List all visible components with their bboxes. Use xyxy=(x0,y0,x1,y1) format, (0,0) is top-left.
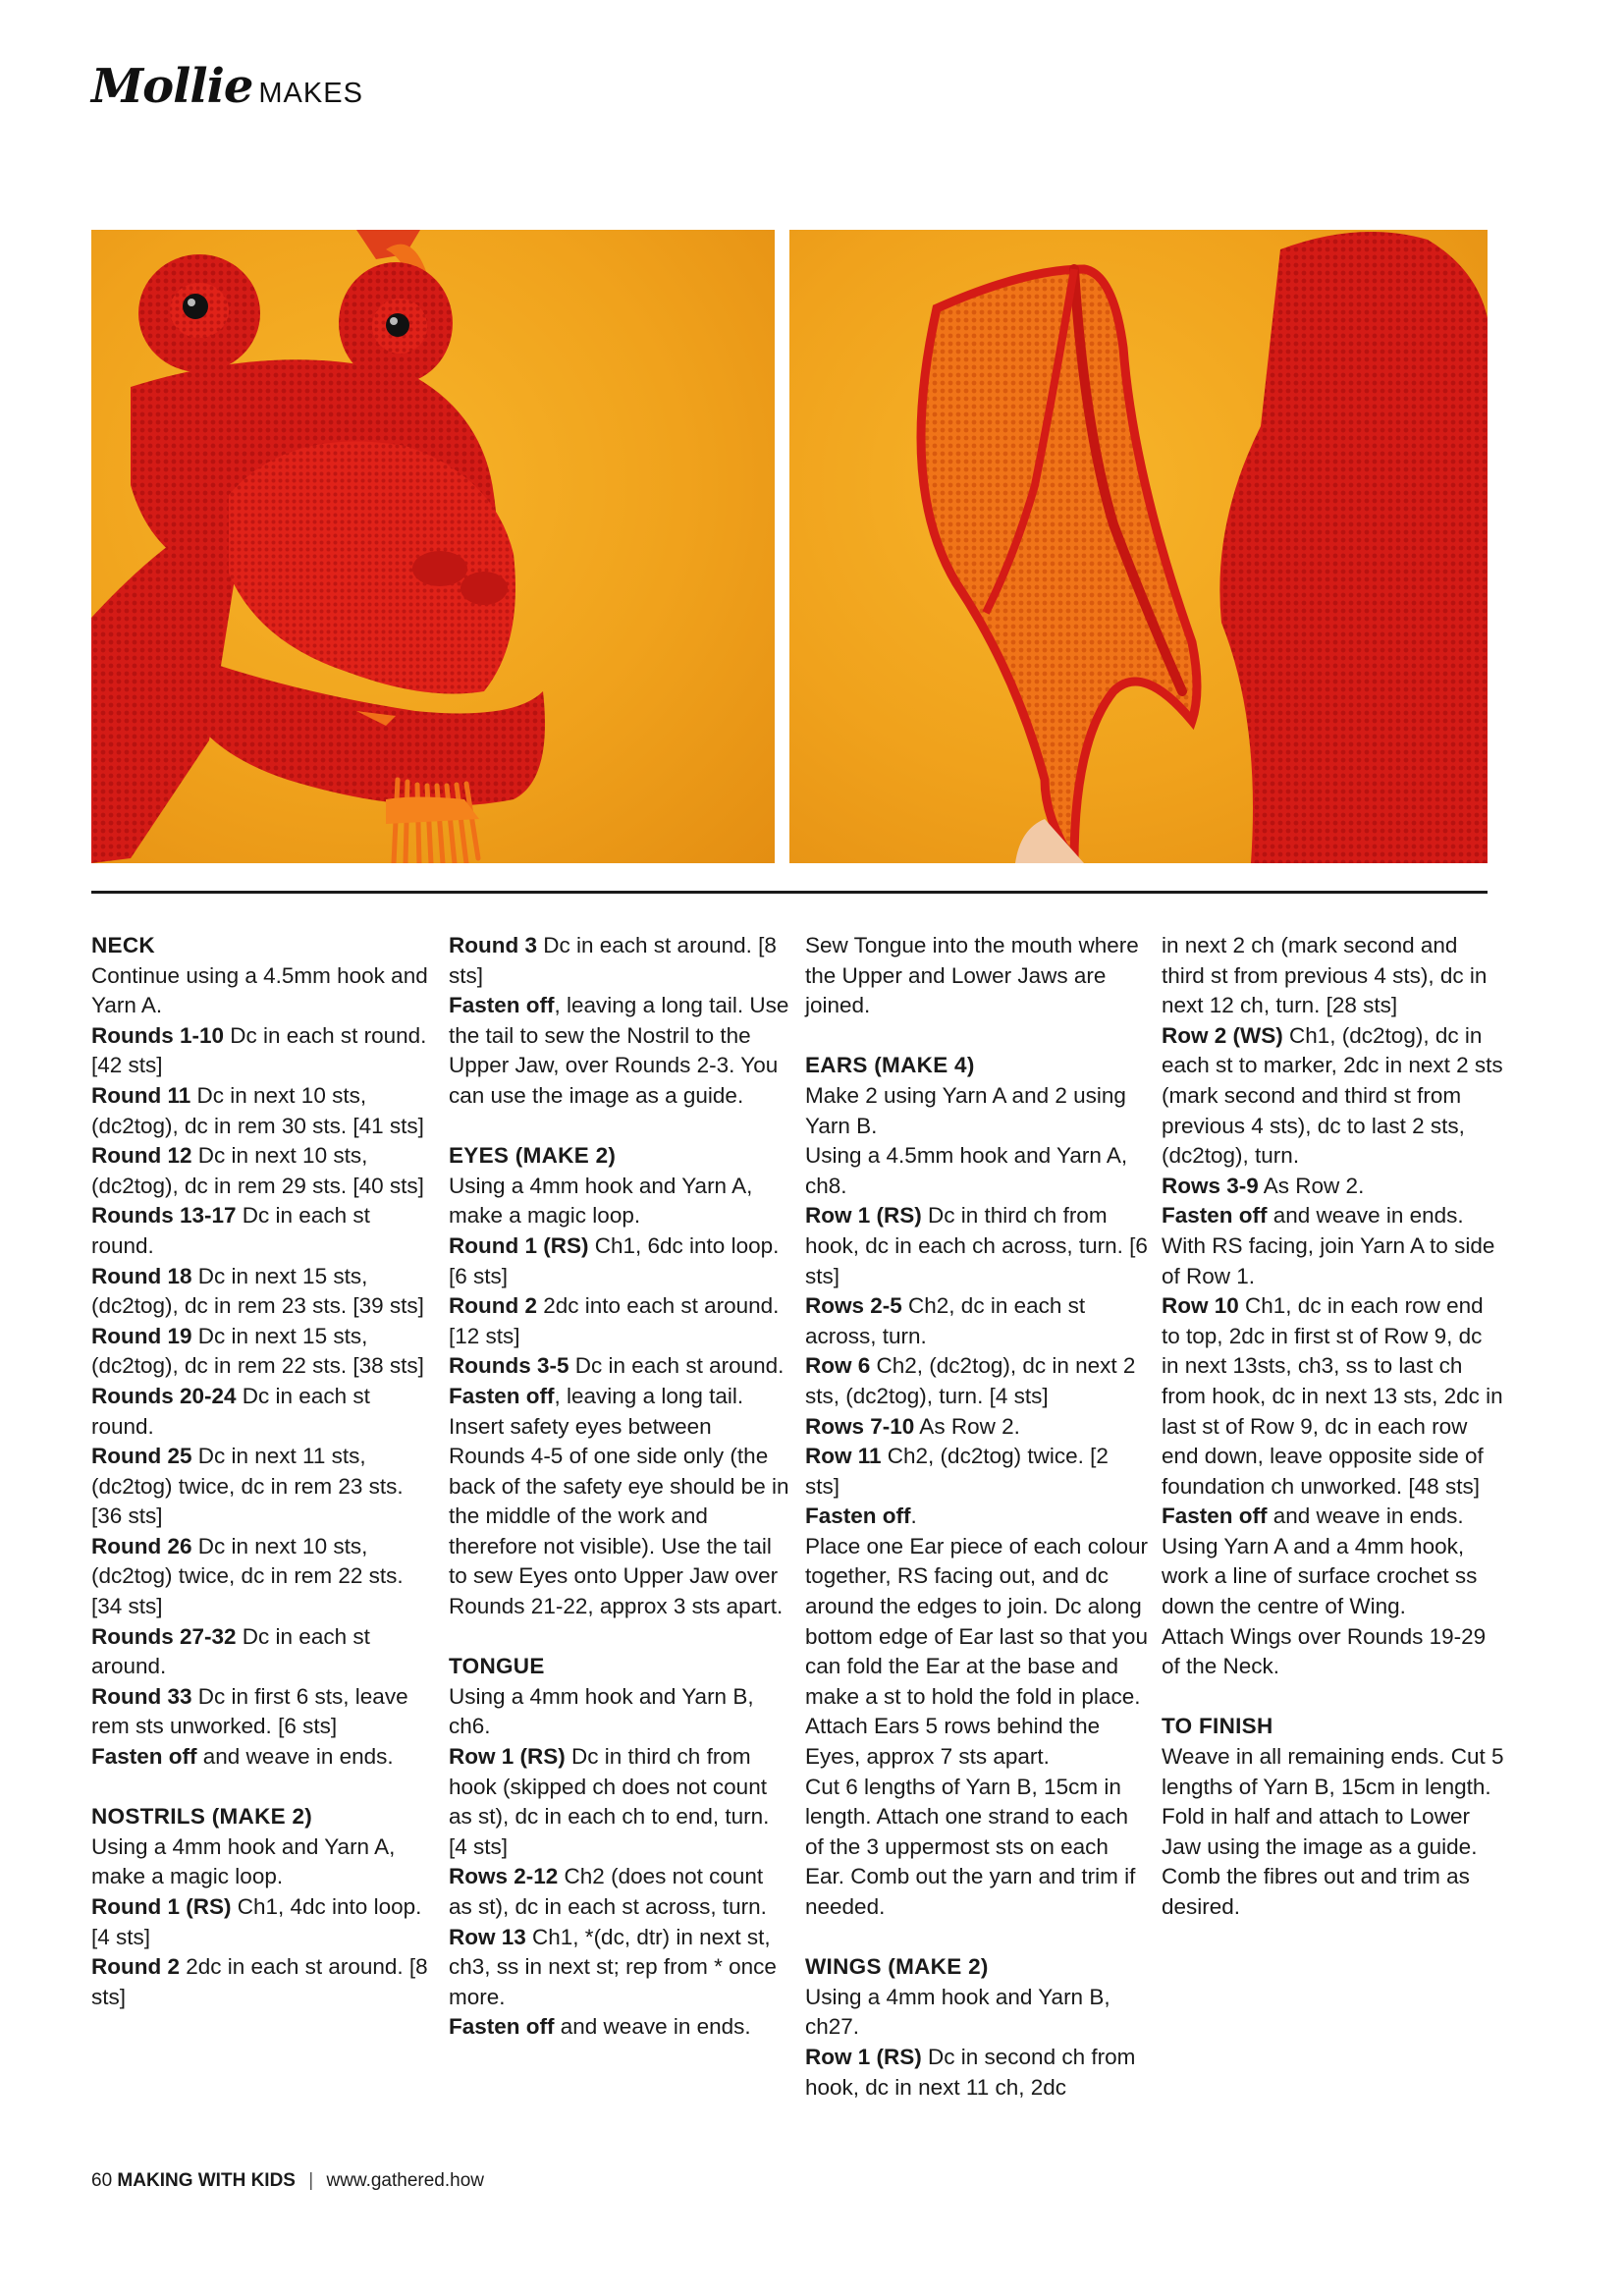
instruction-text: Weave in all remaining ends. Cut 5 lengths of Yarn B, 15cm in length. Fold in half and attach to Lower Jaw using the image as a guide. Comb the fibres out and trim as desired. xyxy=(1162,1744,1504,1919)
instruction-text: 2dc into each st around. [12 sts] xyxy=(449,1293,780,1348)
instruction-text: Ch1, dc in each row end to top, 2dc in first st of Row 9, dc in next 13sts, ch3, ss to last ch from hook, dc in next 13 sts, 2dc in last st of Row 9, dc in each row end down, leave opposite side of foundation ch unworked. [48 sts] xyxy=(1162,1293,1503,1499)
instruction-line xyxy=(449,991,792,1111)
section-heading: NOSTRILS (MAKE 2) xyxy=(91,1804,313,1830)
section-divider xyxy=(91,891,1488,894)
instruction-text: Dc in next 15 sts, (dc2tog), dc in rem 22 sts. [38 sts] xyxy=(91,1323,424,1379)
instruction-text: Using Yarn A and a 4mm hook, work a line of surface crochet ss down the centre of Wing. xyxy=(1162,1533,1478,1619)
paragraph-gap xyxy=(805,1021,1149,1052)
instruction-step-label: Rounds 13-17 xyxy=(91,1203,237,1229)
instruction-text: Dc in second ch from hook, dc in next 11 ch, 2dc xyxy=(805,2044,1136,2100)
instruction-line xyxy=(91,1262,435,1322)
instruction-line xyxy=(805,1141,1149,1201)
instruction-line xyxy=(449,1231,792,1291)
instruction-line xyxy=(449,1682,792,1742)
instruction-line xyxy=(449,1862,792,1922)
instruction-text: and weave in ends. xyxy=(554,2014,751,2040)
instruction-step-label: Fasten off xyxy=(91,1744,197,1770)
instruction-step-label: Round 1 (RS) xyxy=(449,1232,589,1258)
instruction-step-label: Row 2 (WS) xyxy=(1162,1022,1283,1048)
dragon-head-illustration xyxy=(91,230,775,863)
instruction-step-label: Row 6 xyxy=(805,1353,871,1379)
instruction-line xyxy=(1162,1201,1505,1231)
instruction-line xyxy=(805,1201,1149,1291)
instruction-text: Dc in each st around. [8 sts] xyxy=(449,933,777,988)
instruction-step-label: Row 1 (RS) xyxy=(449,1744,566,1770)
instruction-text: Dc in next 15 sts, (dc2tog), dc in rem 23 sts. [39 sts] xyxy=(91,1263,424,1319)
instruction-step-label: Round 12 xyxy=(91,1143,192,1169)
instruction-line xyxy=(805,1442,1149,1502)
footer-url: www.gathered.how xyxy=(326,2170,485,2191)
instruction-line xyxy=(805,1532,1149,1713)
instruction-line xyxy=(91,1682,435,1742)
photo-dragon-head xyxy=(91,230,775,863)
instruction-text: Dc in next 10 sts, (dc2tog), dc in rem 29 sts. [40 sts] xyxy=(91,1143,424,1198)
instruction-step-label: Round 18 xyxy=(91,1263,192,1288)
instruction-line xyxy=(449,931,792,991)
instruction-step-label: Row 13 xyxy=(449,1924,526,1949)
instruction-line xyxy=(805,1712,1149,1772)
instruction-line xyxy=(805,1412,1149,1443)
instruction-text: Dc in next 10 sts, (dc2tog) twice, dc in rem 22 sts. [34 sts] xyxy=(91,1533,404,1619)
instruction-text: Dc in third ch from hook, dc in each ch across, turn. [6 sts] xyxy=(805,1203,1148,1288)
instruction-line xyxy=(1162,1021,1505,1172)
instruction-line xyxy=(91,1832,435,1892)
section-heading: WINGS (MAKE 2) xyxy=(805,1954,989,1980)
instruction-step-label: Rounds 27-32 xyxy=(91,1623,237,1649)
instruction-step-label: Fasten off xyxy=(1162,1203,1268,1229)
instruction-step-label: Rounds 3-5 xyxy=(449,1353,569,1379)
brand-suffix: MAKES xyxy=(258,78,363,109)
instruction-step-label: Round 26 xyxy=(91,1533,192,1558)
instruction-step-label: Row 10 xyxy=(1162,1293,1239,1319)
instruction-text: Dc in each st round. xyxy=(91,1383,370,1439)
paragraph-gap xyxy=(91,1773,435,1803)
instruction-text: . xyxy=(910,1503,917,1529)
instruction-line xyxy=(805,1081,1149,1141)
instruction-line xyxy=(91,1952,435,2012)
instruction-text: Dc in next 11 sts, (dc2tog) twice, dc in rem 23 sts. [36 sts] xyxy=(91,1444,404,1529)
instruction-text: Using a 4mm hook and Yarn B, ch27. xyxy=(805,1984,1110,2040)
instruction-line xyxy=(91,1892,435,1952)
instruction-line xyxy=(91,1382,435,1442)
instruction-step-label: Row 1 (RS) xyxy=(805,2044,922,2069)
brand-name: Mollie xyxy=(91,59,253,114)
instruction-line xyxy=(805,1291,1149,1351)
instruction-line xyxy=(91,1442,435,1532)
instruction-text: Using a 4mm hook and Yarn A, make a magic loop. xyxy=(449,1173,753,1229)
instruction-text: Attach Wings over Rounds 19-29 of the Neck. xyxy=(1162,1623,1487,1679)
instruction-text: Using a 4.5mm hook and Yarn A, ch8. xyxy=(805,1143,1128,1198)
dragon-wing-illustration xyxy=(789,230,1488,863)
instruction-line xyxy=(449,1351,792,1382)
section-name: MAKING WITH KIDS xyxy=(117,2170,296,2191)
section-heading: NECK xyxy=(91,933,155,957)
instruction-step-label: Round 19 xyxy=(91,1323,192,1348)
pattern-column-1 xyxy=(91,931,435,2012)
masthead-logo xyxy=(91,59,363,118)
instruction-step-label: Round 3 xyxy=(449,933,537,957)
instruction-text: Dc in first 6 sts, leave rem sts unworked. [6 sts] xyxy=(91,1683,408,1739)
instruction-line xyxy=(805,1351,1149,1411)
instruction-step-label: Rows 7-10 xyxy=(805,1413,915,1439)
instruction-line xyxy=(91,1742,435,1773)
instruction-line xyxy=(805,1773,1149,1923)
instruction-text: Dc in each st around. xyxy=(91,1623,370,1679)
paragraph-gap xyxy=(805,1923,1149,1953)
instruction-text: Ch2, dc in each st across, turn. xyxy=(805,1293,1086,1348)
instruction-line xyxy=(91,961,435,1021)
instruction-step-label: Round 1 (RS) xyxy=(91,1894,232,1919)
instruction-line xyxy=(91,1322,435,1382)
instruction-step-label: Fasten off xyxy=(1162,1503,1268,1529)
instruction-line xyxy=(1162,1231,1505,1291)
footer-separator: | xyxy=(308,2170,314,2191)
instruction-text: , leaving a long tail. Insert safety eyes between Rounds 4-5 of one side only (the back of the safety eye should be in the middle of the work and therefore not visible). Use the tail to sew Eyes onto Upper Jaw over Rounds 21-22, approx 3 sts apart. xyxy=(449,1383,789,1619)
instruction-step-label: Fasten off xyxy=(449,1383,555,1408)
instruction-line xyxy=(1162,1502,1505,1532)
instruction-line xyxy=(91,1081,435,1141)
instruction-line xyxy=(1162,1172,1505,1202)
page-number: 60 xyxy=(91,2170,113,2191)
instruction-text: Dc in each st round. xyxy=(91,1203,370,1258)
instruction-line xyxy=(449,1172,792,1231)
pattern-column-3 xyxy=(805,931,1149,2103)
instruction-text: As Row 2. xyxy=(1258,1173,1365,1198)
instruction-text: Ch1, 4dc into loop. [4 sts] xyxy=(91,1894,422,1949)
instruction-text: Ch2, (dc2tog), dc in next 2 sts, (dc2tog), turn. [4 sts] xyxy=(805,1353,1136,1408)
instruction-line xyxy=(1162,1532,1505,1622)
instruction-line xyxy=(1162,1622,1505,1682)
section-heading: EYES (MAKE 2) xyxy=(449,1143,617,1169)
instruction-line xyxy=(449,1923,792,2013)
instruction-text: Attach Ears 5 rows behind the Eyes, approx 7 sts apart. xyxy=(805,1714,1101,1770)
instruction-step-label: Round 2 xyxy=(449,1293,537,1319)
instruction-line xyxy=(91,1622,435,1682)
instruction-line xyxy=(449,1382,792,1622)
instruction-text: and weave in ends. xyxy=(196,1744,394,1770)
section-heading: TO FINISH xyxy=(1162,1714,1273,1739)
instruction-line xyxy=(1162,1742,1505,1923)
instruction-text: Dc in next 10 sts, (dc2tog), dc in rem 30 sts. [41 sts] xyxy=(91,1082,424,1138)
instruction-step-label: Row 11 xyxy=(805,1444,882,1469)
instruction-text: Make 2 using Yarn A and 2 using Yarn B. xyxy=(805,1082,1126,1138)
instruction-line xyxy=(805,2043,1149,2103)
instruction-step-label: Rounds 1-10 xyxy=(91,1022,225,1048)
instruction-text: Ch2, (dc2tog) twice. [2 sts] xyxy=(805,1444,1109,1499)
instruction-text: , leaving a long tail. Use the tail to sew the Nostril to the Upper Jaw, over Rounds 2-3. You can use the image as a guide. xyxy=(449,993,789,1108)
instruction-line xyxy=(1162,931,1505,1021)
paragraph-gap xyxy=(449,1622,792,1653)
photo-dragon-wing xyxy=(789,230,1488,863)
instruction-text: Using a 4mm hook and Yarn A, make a magic loop. xyxy=(91,1833,396,1889)
instruction-line xyxy=(805,1502,1149,1532)
instruction-line xyxy=(91,1141,435,1201)
instruction-step-label: Round 11 xyxy=(91,1082,191,1108)
instruction-text: Ch2 (does not count as st), dc in each st across, turn. xyxy=(449,1864,767,1919)
instruction-line xyxy=(449,1291,792,1351)
instruction-line xyxy=(91,1201,435,1261)
instruction-text: Ch1, *(dc, dtr) in next st, ch3, ss in next st; rep from * once more. xyxy=(449,1924,777,2009)
instruction-step-label: Rows 3-9 xyxy=(1162,1173,1259,1198)
instruction-text: With RS facing, join Yarn A to side of Row 1. xyxy=(1162,1232,1495,1288)
instruction-text: 2dc in each st around. [8 sts] xyxy=(91,1954,428,2009)
instruction-text: Ch1, (dc2tog), dc in each st to marker, 2dc in next 2 sts (mark second and third st from previous 4 sts), dc to last 2 sts, (dc2tog), turn. xyxy=(1162,1022,1503,1169)
paragraph-gap xyxy=(449,1112,792,1142)
instruction-step-label: Round 25 xyxy=(91,1444,192,1469)
instruction-line xyxy=(805,931,1149,1021)
instruction-step-label: Fasten off xyxy=(805,1503,911,1529)
instruction-text: and weave in ends. xyxy=(1267,1503,1464,1529)
instruction-text: and weave in ends. xyxy=(1267,1203,1464,1229)
pattern-column-2 xyxy=(449,931,792,2043)
instruction-line xyxy=(1162,1291,1505,1502)
instruction-text: Continue using a 4.5mm hook and Yarn A. xyxy=(91,962,428,1018)
instruction-step-label: Round 33 xyxy=(91,1683,192,1709)
section-heading: TONGUE xyxy=(449,1654,545,1679)
instruction-text: Dc in each st round. [42 sts] xyxy=(91,1022,427,1078)
instruction-text: Dc in each st around. xyxy=(568,1353,785,1379)
instruction-text: Place one Ear piece of each colour together, RS facing out, and dc around the edges to join. Dc along bottom edge of Ear last so that you can fold the Ear at the base and make a st to hold the fold in place. xyxy=(805,1533,1148,1709)
instruction-text: As Row 2. xyxy=(914,1413,1020,1439)
instruction-step-label: Round 2 xyxy=(91,1954,180,1980)
instruction-line xyxy=(91,1532,435,1622)
instruction-step-label: Rows 2-5 xyxy=(805,1293,902,1319)
page-footer xyxy=(91,2170,484,2192)
instruction-text: Ch1, 6dc into loop. [6 sts] xyxy=(449,1232,780,1288)
instruction-step-label: Fasten off xyxy=(449,2014,555,2040)
instruction-step-label: Row 1 (RS) xyxy=(805,1203,922,1229)
instruction-line xyxy=(449,2012,792,2043)
instruction-text: Using a 4mm hook and Yarn B, ch6. xyxy=(449,1683,754,1739)
instruction-line xyxy=(449,1742,792,1862)
paragraph-gap xyxy=(1162,1682,1505,1713)
instruction-text: Cut 6 lengths of Yarn B, 15cm in length. Attach one strand to each of the 3 uppermost sts on each Ear. Comb out the yarn and trim if needed. xyxy=(805,1774,1136,1919)
instruction-step-label: Rounds 20-24 xyxy=(91,1383,237,1408)
instruction-line xyxy=(91,1021,435,1081)
instruction-line xyxy=(805,1983,1149,2043)
section-heading: EARS (MAKE 4) xyxy=(805,1053,975,1078)
instruction-text: Dc in third ch from hook (skipped ch does not count as st), dc in each ch to end, turn. [4 sts] xyxy=(449,1744,770,1859)
instruction-step-label: Rows 2-12 xyxy=(449,1864,559,1889)
instruction-text: Sew Tongue into the mouth where the Upper and Lower Jaws are joined. xyxy=(805,933,1139,1018)
pattern-column-4 xyxy=(1162,931,1505,1923)
instruction-text: in next 2 ch (mark second and third st from previous 4 sts), dc in next 12 ch, turn. [28 sts] xyxy=(1162,933,1488,1018)
instruction-step-label: Fasten off xyxy=(449,993,555,1018)
